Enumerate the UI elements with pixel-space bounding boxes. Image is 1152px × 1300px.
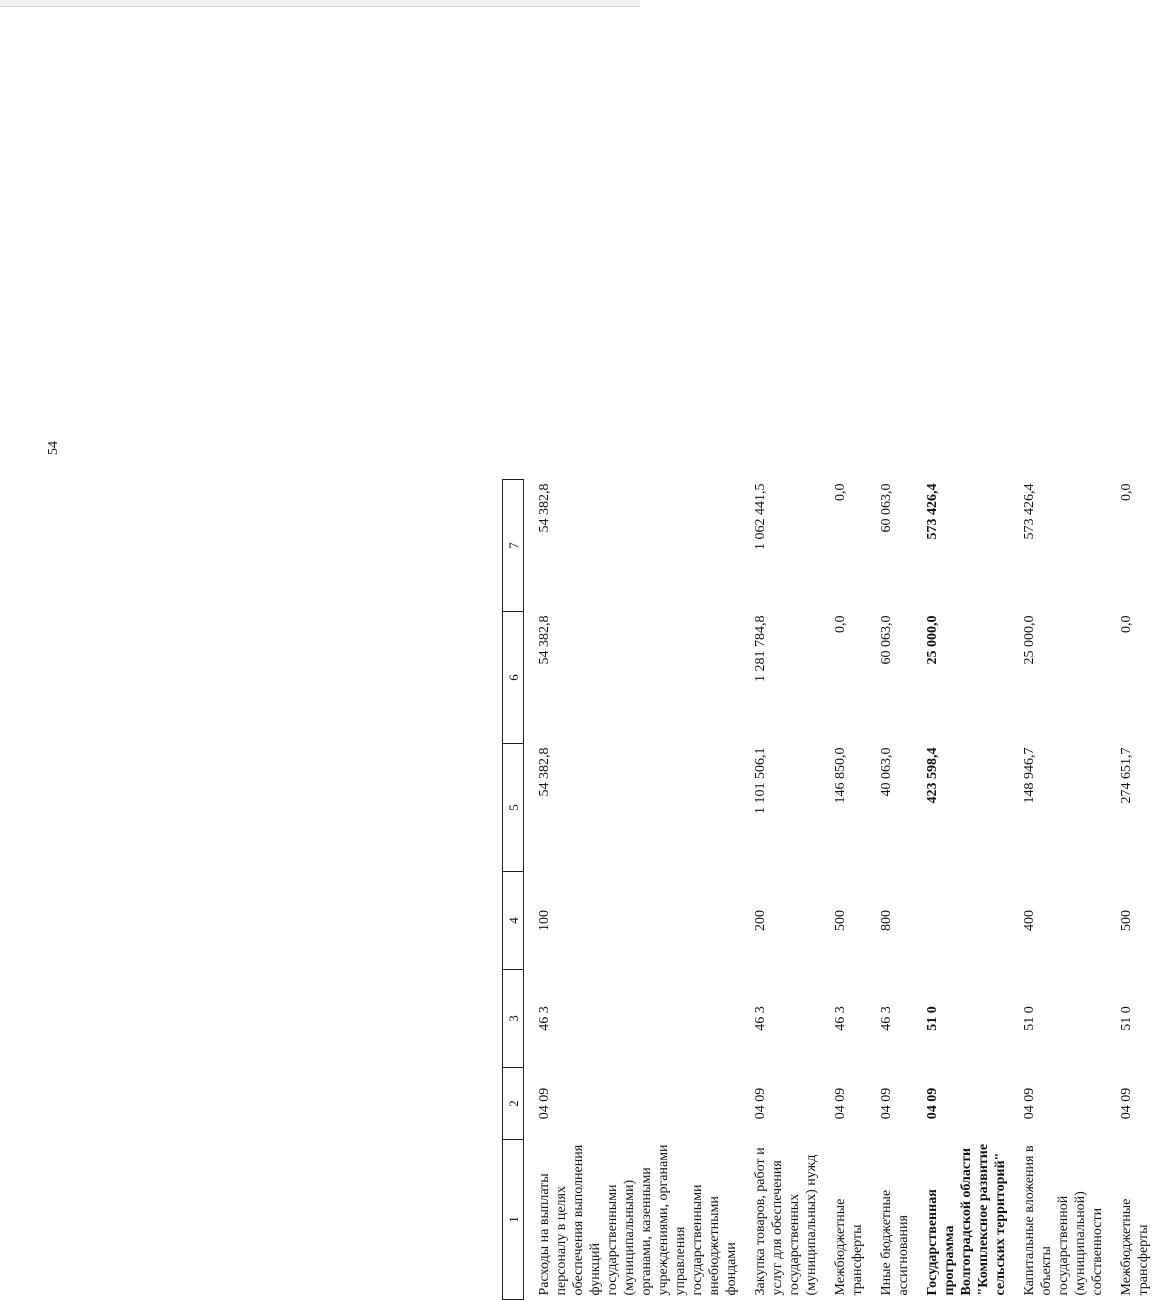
amount-col5: 40 063,0 bbox=[879, 747, 894, 797]
amount-col5: 148 946,7 bbox=[1022, 747, 1037, 804]
section-code: 04 09 bbox=[925, 1087, 940, 1120]
amount-col6: 25 000,0 bbox=[1022, 615, 1037, 665]
row-name: Межбюджетные трансферты bbox=[1119, 1198, 1151, 1296]
section-code: 04 09 bbox=[1119, 1087, 1134, 1120]
amount-col6: 54 382,8 bbox=[537, 615, 552, 665]
section-code: 04 09 bbox=[833, 1087, 848, 1120]
table-row bbox=[740, 480, 820, 1300]
section-code: 04 09 bbox=[537, 1087, 552, 1120]
target-code: 46 3 bbox=[879, 1006, 894, 1031]
amount-col5: 54 382,8 bbox=[537, 747, 552, 797]
amount-col6: 1 281 784,8 bbox=[753, 615, 768, 682]
expense-type-code: 800 bbox=[879, 910, 894, 931]
amount-col6: 25 000,0 bbox=[925, 615, 940, 665]
column-header: 7 bbox=[503, 480, 524, 612]
row-name: Закупка товаров, работ и услуг для обеспечения государственных (муниципальных) нужд bbox=[753, 1147, 819, 1296]
expense-type-code: 400 bbox=[1022, 910, 1037, 931]
row-name: Государственная программа Волгоградской области "Комплексное развитие сельских территорий" bbox=[925, 1143, 1008, 1296]
amount-col7: 60 063,0 bbox=[879, 483, 894, 533]
section-code: 04 09 bbox=[1022, 1087, 1037, 1120]
page-number: 54 bbox=[46, 441, 61, 455]
scan-edge bbox=[0, 0, 640, 7]
row-name: Капитальные вложения в объекты государственной (муниципальной) собственности bbox=[1022, 1145, 1105, 1296]
amount-col5: 146 850,0 bbox=[833, 747, 848, 804]
column-header: 2 bbox=[503, 1068, 524, 1140]
amount-col5: 1 101 506,1 bbox=[753, 747, 768, 814]
column-header: 6 bbox=[503, 612, 524, 744]
expense-type-code: 200 bbox=[753, 910, 768, 931]
expense-type-code bbox=[912, 872, 1009, 970]
target-code: 46 3 bbox=[537, 1006, 552, 1031]
amount-col5: 274 651,7 bbox=[1119, 747, 1134, 804]
column-header: 3 bbox=[503, 970, 524, 1068]
target-code: 51 0 bbox=[1119, 1006, 1134, 1031]
section-code: 04 09 bbox=[753, 1087, 768, 1120]
column-header: 1 bbox=[503, 1140, 524, 1300]
row-name: Иные бюджетные ассигнования bbox=[879, 1189, 911, 1296]
amount-col6: 0,0 bbox=[833, 615, 848, 633]
amount-col5: 423 598,4 bbox=[925, 747, 940, 804]
expense-type-code: 500 bbox=[1119, 910, 1134, 931]
column-header: 5 bbox=[503, 744, 524, 872]
target-code: 51 0 bbox=[925, 1006, 940, 1031]
table-header-row bbox=[503, 480, 524, 1300]
budget-table bbox=[502, 479, 1152, 1300]
table-row bbox=[1009, 480, 1106, 1300]
column-header: 4 bbox=[503, 872, 524, 970]
amount-col7: 1 062 441,5 bbox=[753, 483, 768, 550]
table-row bbox=[1106, 480, 1152, 1300]
row-name: Межбюджетные трансферты bbox=[833, 1198, 865, 1296]
expense-type-code: 500 bbox=[833, 910, 848, 931]
amount-col7: 54 382,8 bbox=[537, 483, 552, 533]
table-row bbox=[524, 480, 741, 1300]
amount-col7: 0,0 bbox=[833, 483, 848, 501]
target-code: 46 3 bbox=[833, 1006, 848, 1031]
expense-type-code: 100 bbox=[537, 910, 552, 931]
amount-col6: 60 063,0 bbox=[879, 615, 894, 665]
amount-col7: 0,0 bbox=[1119, 483, 1134, 501]
amount-col7: 573 426,4 bbox=[1022, 483, 1037, 540]
table-row-program bbox=[912, 480, 1009, 1300]
section-code: 04 09 bbox=[879, 1087, 894, 1120]
rotated-table-sheet bbox=[502, 480, 1151, 1300]
amount-col7: 573 426,4 bbox=[925, 483, 940, 540]
row-name: Расходы на выплаты персоналу в целях обеспечения выполнения функций государственными (муниципальными) органами, казенными учреждениями, органами управления государственными внебюджетными фондами bbox=[537, 1144, 739, 1296]
target-code: 51 0 bbox=[1022, 1006, 1037, 1031]
table-row bbox=[866, 480, 912, 1300]
amount-col6: 0,0 bbox=[1119, 615, 1134, 633]
target-code: 46 3 bbox=[753, 1006, 768, 1031]
table-row bbox=[820, 480, 866, 1300]
